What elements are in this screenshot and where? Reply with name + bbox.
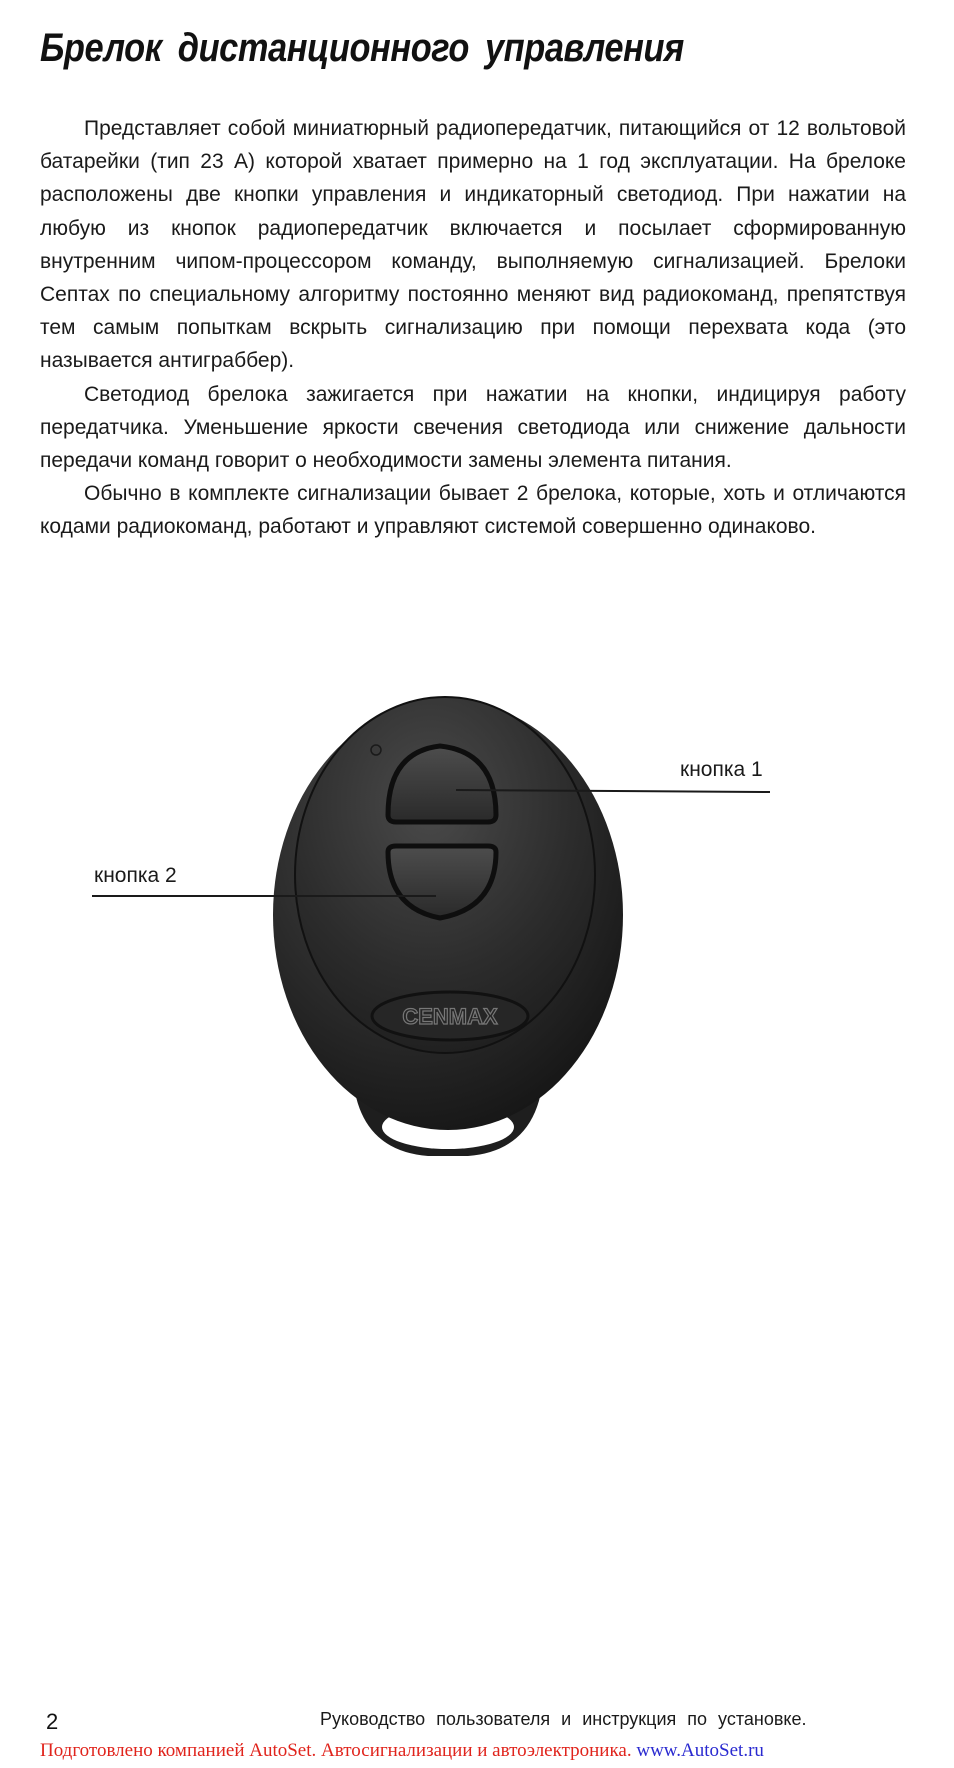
page-number: 2 — [46, 1709, 59, 1734]
brand-logo-text: CENMAX — [402, 1004, 498, 1029]
keyfob-illustration — [0, 640, 954, 1180]
callout-label-button-2: кнопка 2 — [94, 864, 177, 887]
keyfob-figure — [0, 640, 954, 1180]
led-indicator — [371, 745, 381, 755]
callout-label-button-1: кнопка 1 — [680, 758, 763, 781]
footer-title: Руководство пользователя и инструкция по установке. — [320, 1709, 807, 1729]
page-title: Брелок дистанционного управления — [40, 26, 684, 70]
footer-credit-text: Подготовлено компанией AutoSet. Автосигнализации и автоэлектроника. — [40, 1740, 632, 1761]
body-text — [40, 112, 906, 544]
brand-badge — [372, 992, 528, 1040]
footer-credit — [40, 1740, 764, 1762]
footer-credit-link[interactable]: www.AutoSet.ru — [636, 1740, 764, 1761]
paragraph-led: Светодиод брелока зажигается при нажатии на кнопки, индицируя работу передатчика. Уменьшение яркости свечения светодиода или снижение дальности передачи команд говорит о необходимости замены элемента питания. — [40, 382, 906, 473]
paragraph-description: Представляет собой миниатюрный радиопередатчик, питающийся от 12 вольтовой батарейки (тип 23 А) которой хватает примерно на 1 год эксплуатации. На брелоке расположены две кнопки управления и индикаторный светодиод. При нажатии на любую из кнопок радиопередатчик включается и посылает сформированную внутренним чипом-процессором команду, выполняемую сигнализацией. Брелоки Септах по специальному алгоритму постоянно меняют вид радиокоманд, препятствуя тем самым попыткам вскрыть сигнализацию при помощи перехвата кода (это называется антиграббер). — [40, 117, 906, 373]
paragraph-kit: Обычно в комплекте сигнализации бывает 2 брелока, которые, хоть и отличаются кодами радиокоманд, работают и управляют системой совершенно одинаково. — [40, 482, 906, 539]
